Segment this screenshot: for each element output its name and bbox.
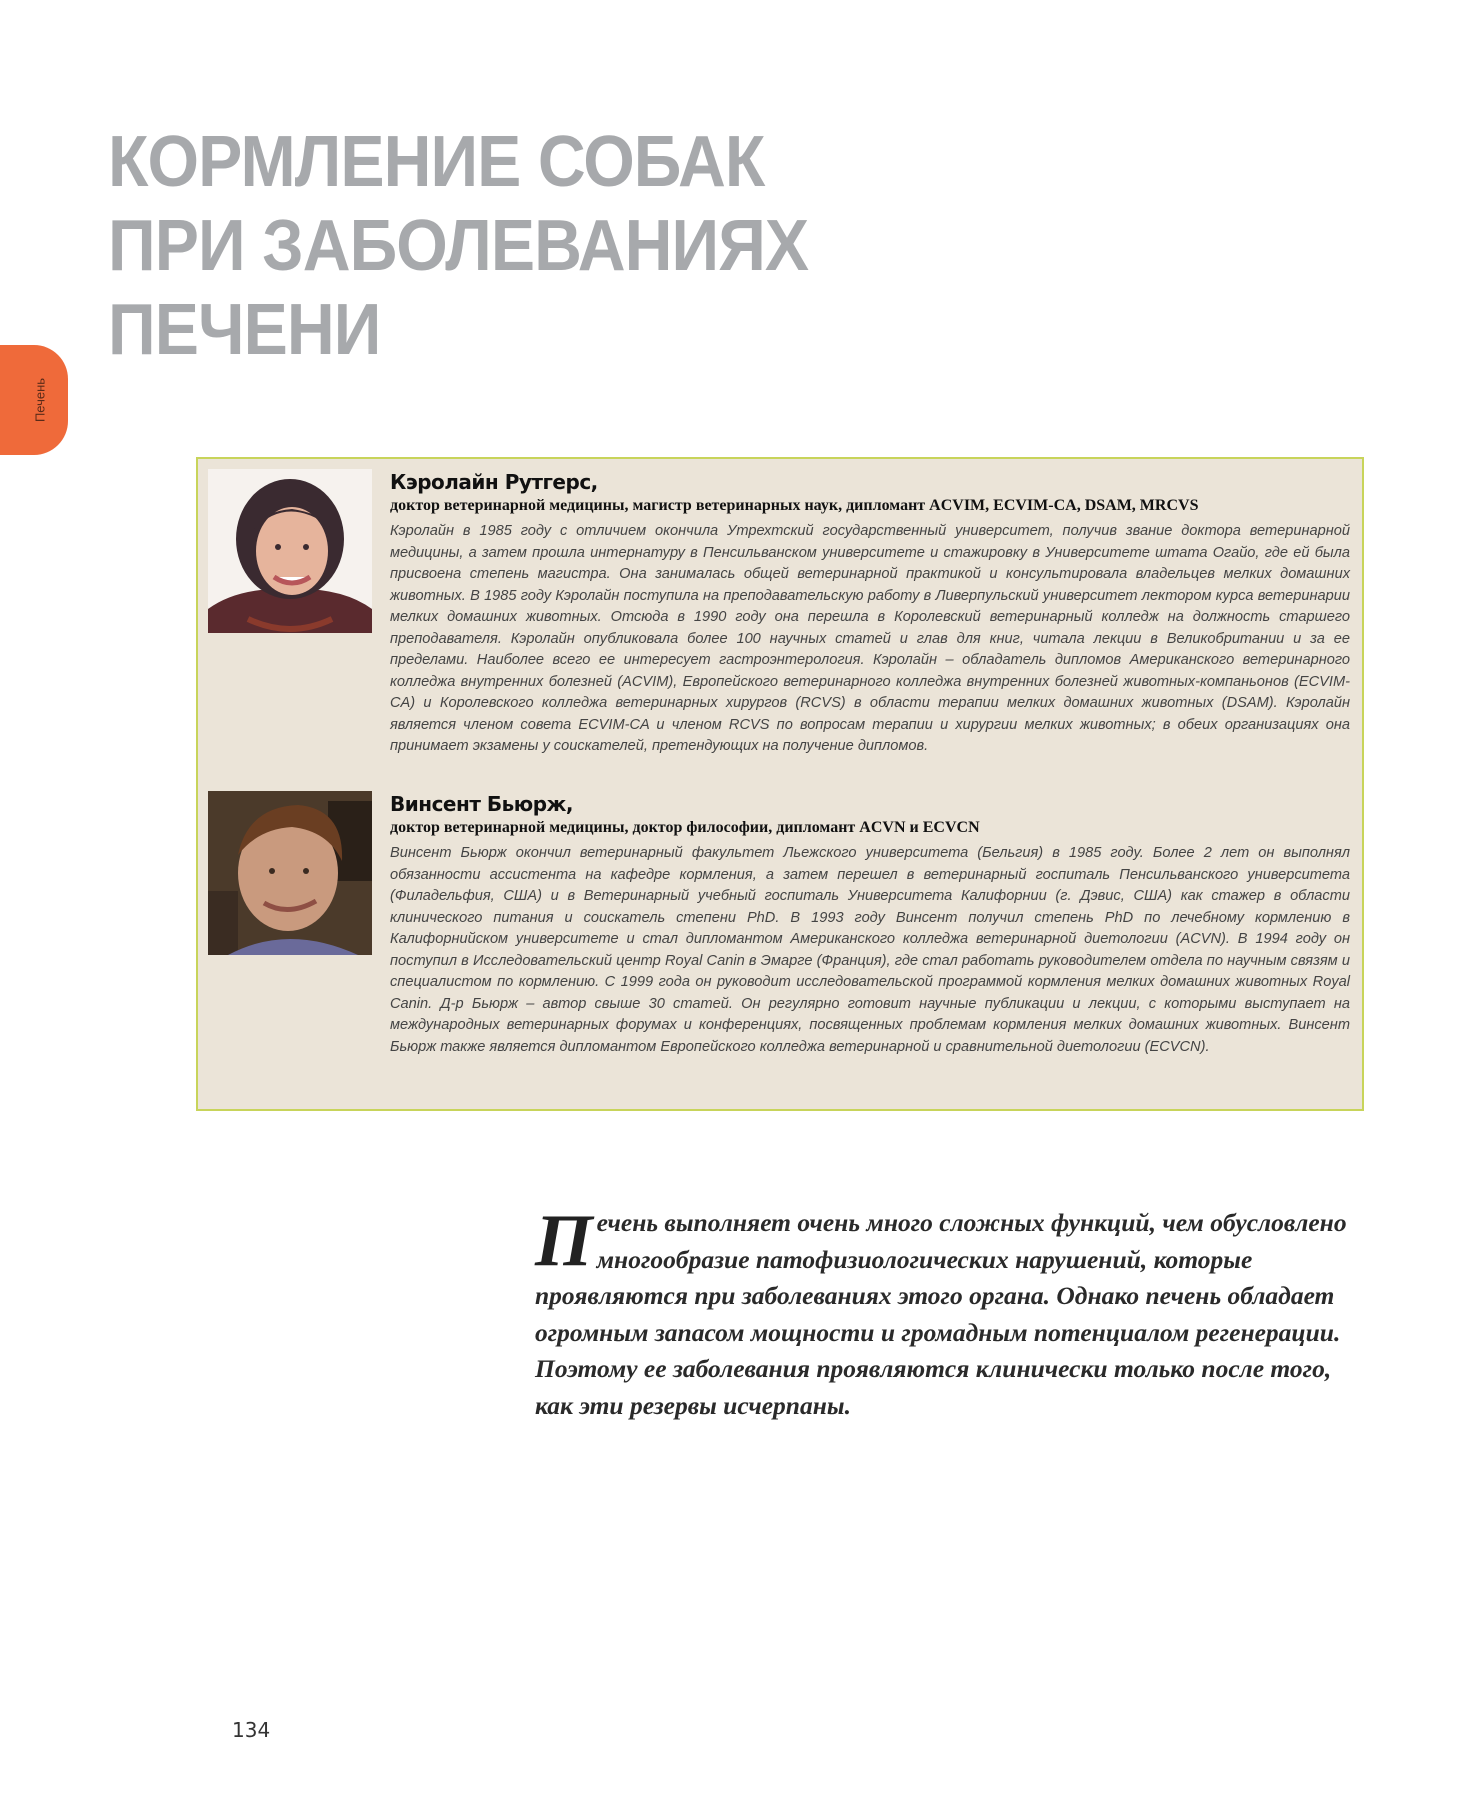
title-line: КОРМЛЕНИЕ СОБАК <box>108 122 765 202</box>
author-name: Винсент Бьюрж, <box>390 792 574 816</box>
title-line: ПЕЧЕНИ <box>108 290 381 370</box>
author-degree: доктор ветеринарной медицины, магистр ветеринарных наук, дипломант ACVIM, ECVIM-CA, DSAM, MRCVS <box>390 497 1199 514</box>
author-degree: доктор ветеринарной медицины, доктор философии, дипломант ACVN и ECVCN <box>390 819 980 836</box>
intro-text: ечень выполняет очень много сложных функций, чем обусловлено многообразие патофизиологических нарушений, которые проявляются при заболеваниях этого органа. Однако печень обладает огромным запасом мощности и громадным потенциалом регенерации. Поэтому ее заболевания проявляются клинически только после того, как эти резервы исчерпаны. <box>535 1208 1347 1420</box>
author-bio: Кэролайн в 1985 году с отличием окончила Утрехтский государственный университет, получив звание доктора ветеринарной медицины, а затем прошла интернатуру в Пенсильванском университете и стажировку в Университете штата Огайо, где ей была присвоена степень магистра. Она занималась общей ветеринарной практикой и консультировала владельцев мелких домашних животных. В 1985 году Кэролайн поступила на преподавательскую работу в Ливерпульский университет лектором курса ветеринарии мелких домашних животных. Отсюда в 1990 году она перешла в Королевский ветеринарный колледж на должность старшего преподавателя. Кэролайн опубликовала более 100 научных статей и глав для книг, читала лекции в Великобритании и за ее пределами. Наиболее всего ее интересует гастроэнтерология. Кэролайн – обладатель дипломов Американского ветеринарного колледжа внутренних болезней (ACVIM), Европейского ветеринарного колледжа внутренних болезней животных-компаньонов (ECVIM-CA) и Королевского колледжа ветеринарных хирургов (RCVS) в области терапии мелких домашних животных (DSAM). Кэролайн является членом совета ECVIM-CA и членом RCVS по вопросам терапии и хирургии мелких животных; в обеих организациях она принимает экзамены у соискателей, претендующих на получение дипломов. <box>390 523 1350 754</box>
author-name: Кэролайн Рутгерс, <box>390 470 598 494</box>
author-photo <box>208 469 372 633</box>
intro-paragraph <box>535 1200 1375 1424</box>
author-photo <box>208 791 372 955</box>
page-title <box>108 120 808 372</box>
authors-box <box>196 457 1364 1111</box>
chapter-tab <box>0 345 68 455</box>
author-bio: Винсент Бьюрж окончил ветеринарный факультет Льежского университета (Бельгия) в 1985 году. Более 2 лет он выполнял обязанности ассистента на кафедре кормления, а затем перешел в ветеринарный госпиталь Пенсильванского университета (Филадельфия, США) и в Ветеринарный учебный госпиталь Университета Калифорнии (г. Дэвис, США) как стажер в области клинического питания и соискатель степени PhD. В 1993 году Винсент получил степень PhD по лечебному кормлению в Калифорнийском университете и стал дипломантом Американского колледжа ветеринарной диетологии (ACVN). В 1994 году он поступил в Исследовательский центр Royal Canin в Эмарге (Франция), где стал работать руководителем отдела по научным связям и специалистом по кормлению. С 1999 года он руководит исследовательской программой кормления мелких домашних животных Royal Canin. Д-р Бьюрж – автор свыше 30 статей. Он регулярно готовит научные публикации и лекции, с которыми выступает на международных ветеринарных форумах и конференциях, посвященных проблемам кормления мелких домашних животных. Винсент Бьюрж также является дипломантом Европейского колледжа ветеринарной и сравнительной диетологии (ECVCN). <box>390 845 1350 1055</box>
chapter-tab-label: Печень <box>32 377 48 423</box>
page-number: 134 <box>232 1718 271 1742</box>
title-line: ПРИ ЗАБОЛЕВАНИЯХ <box>108 206 809 286</box>
intro-dropcap: П <box>535 1200 593 1282</box>
